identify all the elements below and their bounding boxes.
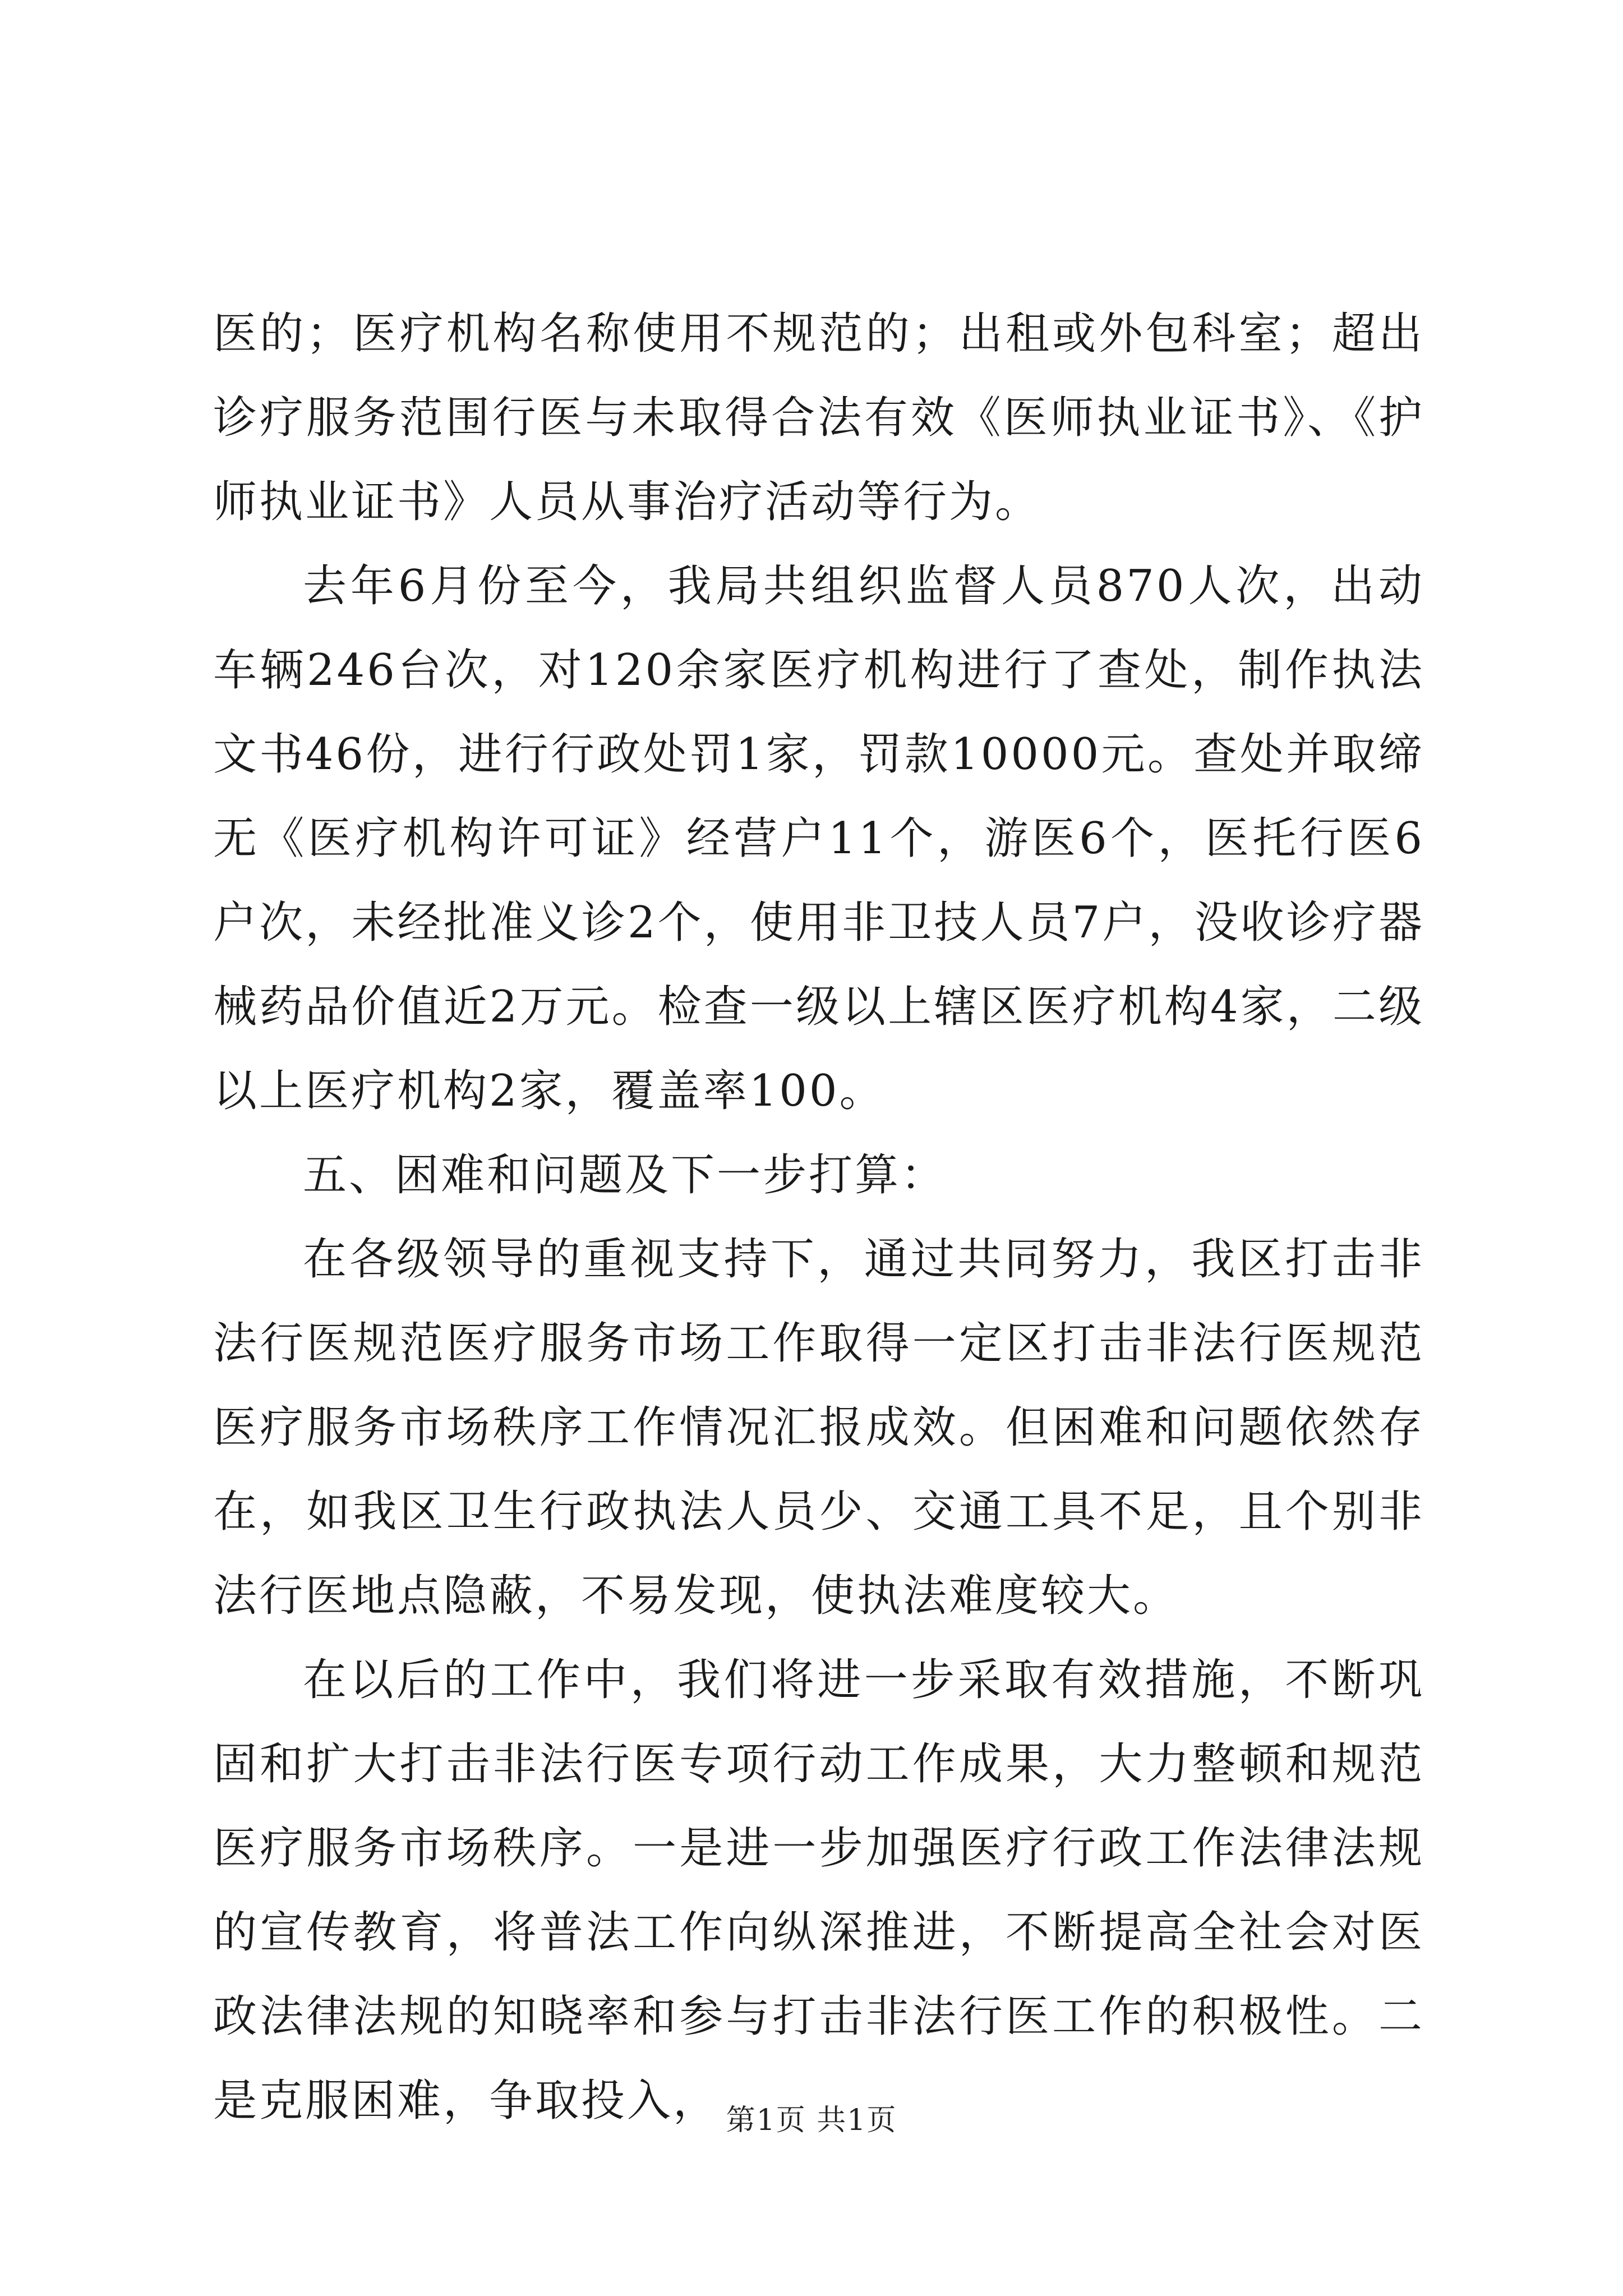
section-heading: 五、困难和问题及下一步打算： <box>303 1150 947 1200</box>
paragraph-4: 在各级领导的重视支持下，通过共同努力，我区打击非法行医规范医疗服务市场工作取得一定区打击非法行医规范医疗服务市场秩序工作情况汇报成效。但困难和问题依然存在，如我区卫生行政执法人员少、交通工具不足，且个别非法行医地点隐蔽，不易发现，使执法难度较大。 <box>213 1234 1424 1621</box>
page-footer: 第1页 共1页 <box>726 2104 897 2137</box>
paragraph-1: 医的；医疗机构名称使用不规范的；出租或外包科室；超出诊疗服务范围行医与未取得合法有效《医师执业证书》、《护师执业证书》人员从事治疗活动等行为。 <box>213 309 1424 527</box>
paragraph-5: 在以后的工作中，我们将进一步采取有效措施，不断巩固和扩大打击非法行医专项行动工作成果，大力整顿和规范医疗服务市场秩序。一是进一步加强医疗行政工作法律法规的宣传教育，将普法工作向纵深推进，不断提高全社会对医政法律法规的知晓率和参与打击非法行医工作的积极性。二是克服困难，争取投入， <box>213 1655 1424 2126</box>
paragraph-2: 去年6月份至今，我局共组织监督人员870人次，出动车辆246台次，对120余家医疗机构进行了查处，制作执法文书46份，进行行政处罚1家，罚款10000元。查处并取缔无《医疗机构许可证》经营户11个，游医6个，医托行医6户次，未经批准义诊2个，使用非卫技人员7户，没收诊疗器械药品价值近2万元。检查一级以上辖区医疗机构4家，二级以上医疗机构2家，覆盖率100。 <box>213 561 1424 1116</box>
document-body <box>213 292 1424 2143</box>
